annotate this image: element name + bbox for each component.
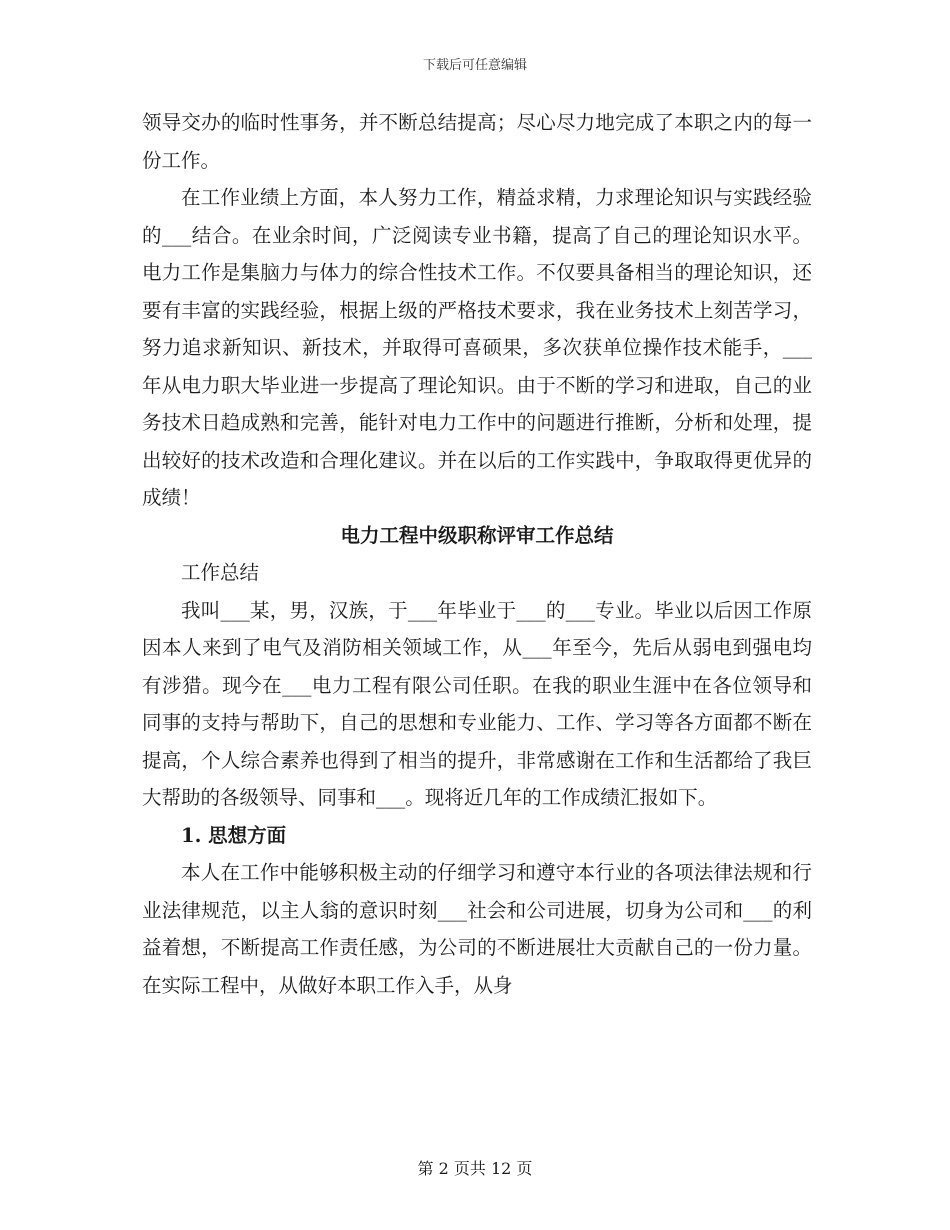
document-body — [142, 104, 812, 1004]
page-footer: 第 2 页共 12 页 — [417, 1159, 533, 1178]
paragraph-continuation: 领导交办的临时性事务，并不断总结提高；尽心尽力地完成了本职之内的每一份工作。 — [142, 111, 812, 172]
paragraph-ideology: 本人在工作中能够积极主动的仔细学习和遵守本行业的各项法律法规和行业法律规范，以主人翁的意识时刻___社会和公司进展，切身为公司和___的利益着想，不断提高工作责任感，为公司的不断进展壮大贡献自己的一份力量。在实际工程中，从做好本职工作入手，从身 — [142, 861, 812, 997]
paragraph-work-performance: 在工作业绩上方面，本人努力工作，精益求精，力求理论知识与实践经验的___结合。在业余时间，广泛阅读专业书籍，提高了自己的理论知识水平。电力工作是集脑力与体力的综合性技术工作。不仅要具备相当的理论知识，还要有丰富的实践经验，根据上级的严格技术要求，我在业务技术上刻苦学习，努力追求新知识、新技术，并取得可喜硕果，多次获单位操作技术能手，___年从电力职大毕业进一步提高了理论知识。由于不断的学习和进取，自己的业务技术日趋成熟和完善，能针对电力工作中的问题进行推断，分析和处理，提出较好的技术改造和合理化建议。并在以后的工作实践中，争取取得更优异的成绩！ — [142, 186, 812, 509]
section-subtitle: 工作总结 — [181, 561, 260, 584]
section-title: 电力工程中级职称评审工作总结 — [340, 523, 614, 547]
paragraph-introduction: 我叫___某，男，汉族，于___年毕业于___的___专业。毕业以后因工作原因本人来到了电气及消防相关领域工作，从___年至今，先后从弱电到强电均有涉猎。现今在___电力工程有限公司任职。在我的职业生涯中在各位领导和同事的支持与帮助下，自己的思想和专业能力、工作、学习等各方面都不断在提高，个人综合素养也得到了相当的提升，非常感谢在工作和生活都给了我巨大帮助的各级领导、同事和___。现将近几年的工作成绩汇报如下。 — [142, 598, 812, 809]
heading-ideology: 1. 思想方面 — [181, 823, 287, 847]
page-header: 下载后可任意编辑 — [422, 58, 527, 73]
